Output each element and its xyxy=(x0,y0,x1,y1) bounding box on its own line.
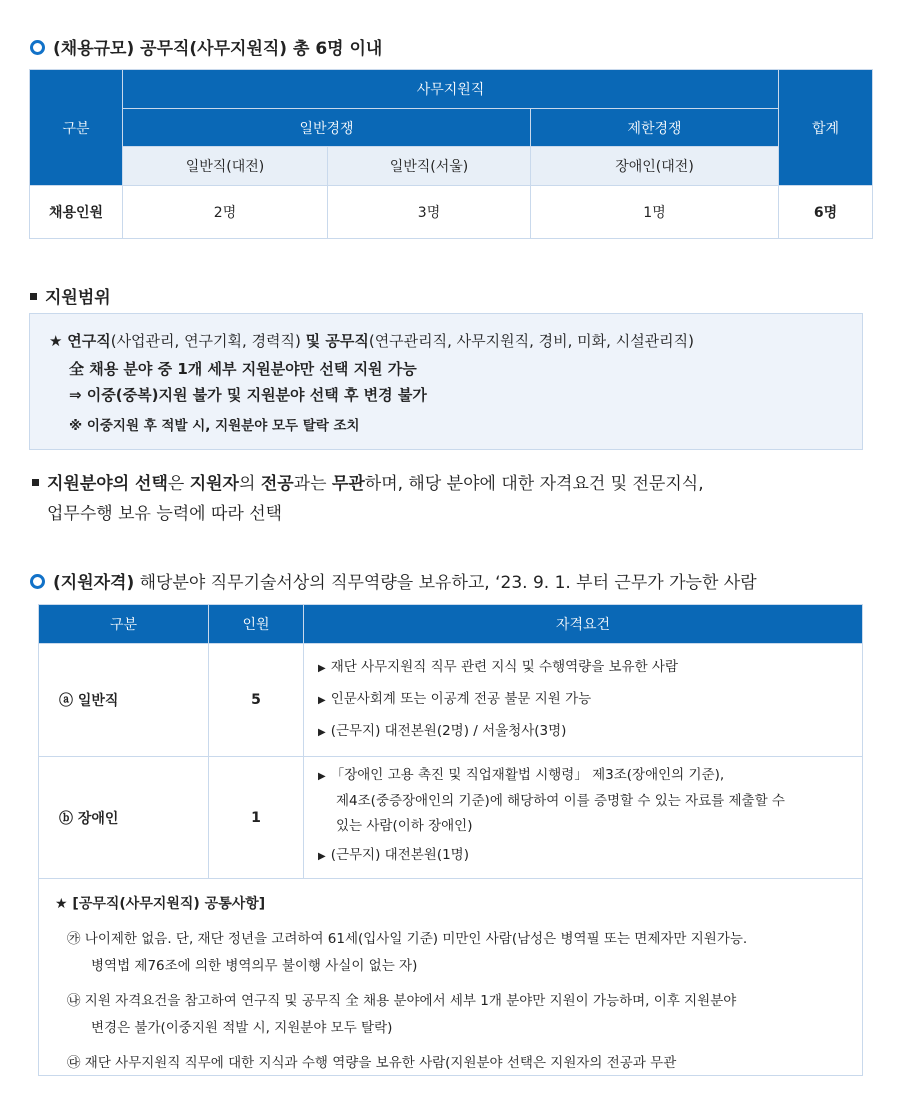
list-item: ▶ 재단 사무지원직 직무 관련 지식 및 수행역량을 보유한 사람 xyxy=(318,659,679,675)
list-item: ▶ (근무지) 대전본원(2명) / 서울청사(3명) xyxy=(318,723,567,739)
th2-count: 인원 xyxy=(209,605,304,644)
triangle-bullet-icon: ▶ xyxy=(318,770,326,782)
triangle-bullet-icon: ▶ xyxy=(318,850,326,862)
cell-seoul-count: 3명 xyxy=(328,186,531,239)
cell-total-count: 6명 xyxy=(779,186,873,239)
scope-line-3: ⇒ 이중(중복)지원 불가 및 지원분야 선택 후 변경 불가 xyxy=(69,386,427,404)
triangle-bullet-icon: ▶ xyxy=(318,695,326,706)
scope-box xyxy=(29,313,863,450)
section-recruitment-title xyxy=(30,34,382,59)
scope-line-4: ※ 이중지원 후 적발 시, 지원분야 모두 탈락 조치 xyxy=(69,418,360,434)
row-disabled-count: 1 xyxy=(209,757,304,879)
selection-line-2: 업무수행 보유 능력에 따라 선택 xyxy=(47,504,283,524)
recruitment-table xyxy=(29,69,873,239)
th-total: 합계 xyxy=(779,70,873,186)
note-3: ㉰ 재단 사무지원직 직무에 대한 지식과 수행 역량을 보유한 사람(지원분야 선택은 지원자의 전공과 무관 xyxy=(67,1055,677,1071)
scope-line-1: ★ 연구직(사업관리, 연구기획, 경력직) 및 공무직(연구관리직, 사무지원직, 경비, 미화, 시설관리직) xyxy=(49,332,695,350)
note-2: ㉯ 지원 자격요건을 참고하여 연구직 및 공무직 全 채용 분야에서 세부 1개 분야만 지원이 가능하며, 이후 지원분야 xyxy=(67,993,737,1009)
th-general-competition: 일반경쟁 xyxy=(123,109,531,147)
row-disabled-reqs: ▶ 「장애인 고용 촉진 및 직업재활법 시행령」 제3조(장애인의 기준), 제4조(중증장애인의 기준)에 해당하여 이를 증명할 수 있는 자료를 제출할 수 있는 사람(이하 장애인) ▶ (근무지) 대전본원(1명) xyxy=(304,757,863,879)
circle-bullet-icon xyxy=(30,574,45,589)
common-title: ★ [공무직(사무지원직) 공통사항] xyxy=(55,896,266,912)
recruitment-title-text: (채용규모) 공무직(사무지원직) 총 6명 이내 xyxy=(53,39,383,59)
star-icon: ★ xyxy=(49,332,63,350)
list-item: ▶ (근무지) 대전본원(1명) xyxy=(318,846,469,863)
row-disabled-category: ⓑ 장애인 xyxy=(39,757,209,879)
square-bullet-icon xyxy=(32,479,39,486)
circle-bullet-icon xyxy=(30,40,45,55)
common-notes: ★ [공무직(사무지원직) 공통사항] ㉮ 나이제한 없음. 단, 재단 정년을 고려하여 61세(입사일 기준) 미만인 사람(남성은 병역필 또는 면제자만 지원가능. 병역법 제76조에 의한 병역의무 불이행 사실이 없는 자) ㉯ 지원 자격요건을 참고하여 연구직 및 공무직 全 채용 분야에서 세부 1개 분야만 지원이 가능하며, 이후 지원분야 변경은 불가(이중지원 적발 시, 지원분야 모두 탈락) ㉰ 재단 사무지원직 직무에 대한 지식과 수행 역량을 보유한 사람(지원분야 선택은 지원자의 전공과 무관 xyxy=(39,879,863,1076)
th-office-support: 사무지원직 xyxy=(123,70,779,109)
th-category: 구분 xyxy=(30,70,123,186)
th2-requirements: 자격요건 xyxy=(304,605,863,644)
th-general-daejeon: 일반직(대전) xyxy=(123,147,328,186)
qualification-table xyxy=(38,604,863,1076)
th-disabled-daejeon: 장애인(대전) xyxy=(531,147,779,186)
square-bullet-icon xyxy=(30,293,37,300)
list-item: ▶ 인문사회계 또는 이공계 전공 불문 지원 가능 xyxy=(318,691,592,707)
row-general-reqs xyxy=(304,644,863,757)
triangle-bullet-icon: ▶ xyxy=(318,663,326,674)
th-general-seoul: 일반직(서울) xyxy=(328,147,531,186)
row-general-category: ⓐ 일반직 xyxy=(39,644,209,757)
th-limited-competition: 제한경쟁 xyxy=(531,109,779,147)
note-1: ㉮ 나이제한 없음. 단, 재단 정년을 고려하여 61세(입사일 기준) 미만인 사람(남성은 병역필 또는 면제자만 지원가능. xyxy=(67,931,748,947)
row-general-count: 5 xyxy=(209,644,304,757)
triangle-bullet-icon: ▶ xyxy=(318,727,326,738)
th2-category: 구분 xyxy=(39,605,209,644)
selection-paragraph: 지원분야의 선택은 지원자의 전공과는 무관하며, 해당 분야에 대한 자격요건 및 전문지식, 업무수행 보유 능력에 따라 선택 xyxy=(32,469,704,529)
cell-disabled-count: 1명 xyxy=(531,186,779,239)
scope-title: 지원범위 xyxy=(30,283,111,308)
cell-daejeon-count: 2명 xyxy=(123,186,328,239)
list-item: ▶ 「장애인 고용 촉진 및 직업재활법 시행령」 제3조(장애인의 기준), xyxy=(318,766,725,783)
scope-line-2: 全 채용 분야 중 1개 세부 지원분야만 선택 지원 가능 xyxy=(69,360,417,378)
row-label-hiring: 채용인원 xyxy=(30,186,123,239)
section-qualification-title: (지원자격) 해당분야 직무기술서상의 직무역량을 보유하고, ‘23. 9. 1. 부터 근무가 가능한 사람 xyxy=(30,568,757,593)
